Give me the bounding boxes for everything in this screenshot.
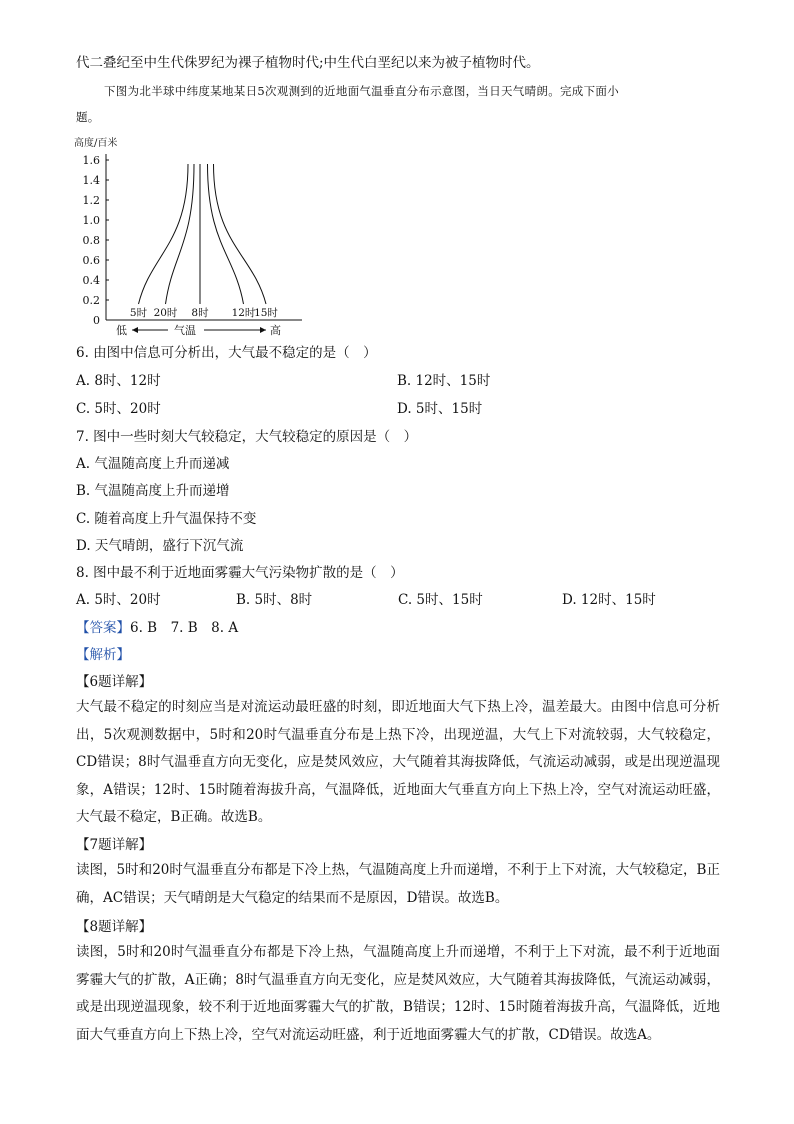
q7-option-b[interactable]: B. 气温随高度上升而递增	[76, 483, 230, 499]
x-low-label: 低	[116, 324, 127, 337]
q6-stem: 6. 由图中信息可分析出，大气最不稳定的是（ ）	[76, 345, 377, 361]
x-arrow-left-head	[132, 327, 138, 333]
d6-text: 大气最不稳定的时刻应当是对流运动最旺盛的时刻，即近地面大气下热上冷，温差最大。由图中信息可分析出，5次观测数据中，5时和20时气温垂直分布是上热下冷，出现逆温，大气上下对流较弱，大气较稳定，CD错误；8时气温垂直方向无变化，应是焚风效应，大气随着其海拔降低，气流运动减弱，或是出现逆温现象，A错误；12时、15时随着海拔升高，气温降低，近地面大气垂直方向上下热上冷，空气对流运动旺盛，大气最不稳定，B正确。故选B。	[76, 699, 720, 825]
q8-option-b[interactable]: B. 5时、8时	[236, 592, 313, 608]
q7-stem: 7. 图中一些时刻大气较稳定，大气较稳定的原因是（ ）	[76, 429, 418, 445]
temp-curve-5时	[139, 164, 189, 304]
curve-label: 5时	[129, 307, 148, 319]
d8-text: 读图，5时和20时气温垂直分布都是下冷上热，气温随高度上升而递增，不利于上下对流，最不利于近地面雾霾大气的扩散，A正确；8时气温垂直方向无变化，应是焚风效应，大气随着其海拔降低，气流运动减弱，或是出现逆温现象，较不利于近地面雾霾大气的扩散，B错误；12时、15时随着海拔升高，气温降低，近地面大气垂直方向上下热上冷，空气对流运动旺盛，利于近地面雾霾大气的扩散，CD错误。故选A。	[76, 944, 720, 1043]
y-axis-label: 高度/百米	[74, 138, 118, 149]
q6-option-c[interactable]: C. 5时、20时	[76, 401, 161, 417]
d8-title: 【8题详解】	[76, 919, 153, 935]
answer-value: 6. B 7. B 8. A	[130, 620, 239, 636]
q7-option-d[interactable]: D. 天气晴朗，盛行下沉气流	[76, 538, 244, 554]
q8-option-c[interactable]: C. 5时、15时	[398, 592, 483, 608]
curve-label: 15时	[254, 307, 278, 319]
question-intro-end: 题。	[76, 110, 100, 124]
d6-title: 【6题详解】	[76, 674, 153, 690]
x-arrow-right-head	[260, 327, 266, 333]
y-tick-label: 1.0	[82, 214, 100, 227]
y-tick-label: 1.2	[82, 194, 100, 207]
d7-text: 读图，5时和20时气温垂直分布都是下冷上热，气温随高度上升而递增，不利于上下对流，大气较稳定，B正确，AC错误；天气晴朗是大气稳定的结果而不是原因，D错误。故选B。	[76, 862, 720, 906]
y-tick-label: 0.6	[82, 254, 100, 267]
curve-label: 8时	[191, 307, 209, 319]
answer-row	[76, 619, 238, 637]
question-intro: 下图为北半球中纬度某地某日5次观测到的近地面气温垂直分布示意图，当日天气晴朗。完成下面小	[104, 84, 620, 98]
q7-option-a[interactable]: A. 气温随高度上升而递减	[76, 456, 230, 472]
x-high-label: 高	[270, 324, 281, 337]
answer-label: 【答案】	[76, 620, 130, 636]
y-tick-label: 0.8	[82, 234, 100, 247]
analysis-label: 【解析】	[76, 647, 130, 663]
q6-option-b[interactable]: B. 12时、15时	[397, 373, 491, 389]
y-tick-label: 0	[93, 314, 100, 327]
temp-curve-20时	[166, 164, 195, 304]
temp-curve-15时	[214, 164, 267, 304]
q6-option-d[interactable]: D. 5时、15时	[397, 401, 483, 417]
d7-title: 【7题详解】	[76, 837, 153, 853]
y-tick-label: 0.2	[82, 294, 100, 307]
q8-option-d[interactable]: D. 12时、15时	[562, 592, 656, 608]
temp-curve-12时	[208, 164, 244, 304]
q8-stem: 8. 图中最不利于近地面雾霾大气污染物扩散的是（ ）	[76, 565, 404, 581]
y-tick-label: 1.4	[82, 174, 100, 187]
y-tick-label: 0.4	[82, 274, 100, 287]
q7-option-c[interactable]: C. 随着高度上升气温保持不变	[76, 511, 257, 527]
temperature-profile-chart	[70, 134, 310, 342]
q8-option-a[interactable]: A. 5时、20时	[76, 592, 161, 608]
intro-continuation: 代二叠纪至中生代侏罗纪为裸子植物时代;中生代白垩纪以来为被子植物时代。	[76, 55, 540, 71]
curve-label: 12时	[231, 307, 256, 319]
y-tick-label: 1.6	[82, 154, 100, 167]
x-axis-label: 气温	[174, 324, 196, 337]
q6-option-a[interactable]: A. 8时、12时	[76, 373, 161, 389]
curve-label: 20时	[153, 307, 178, 319]
